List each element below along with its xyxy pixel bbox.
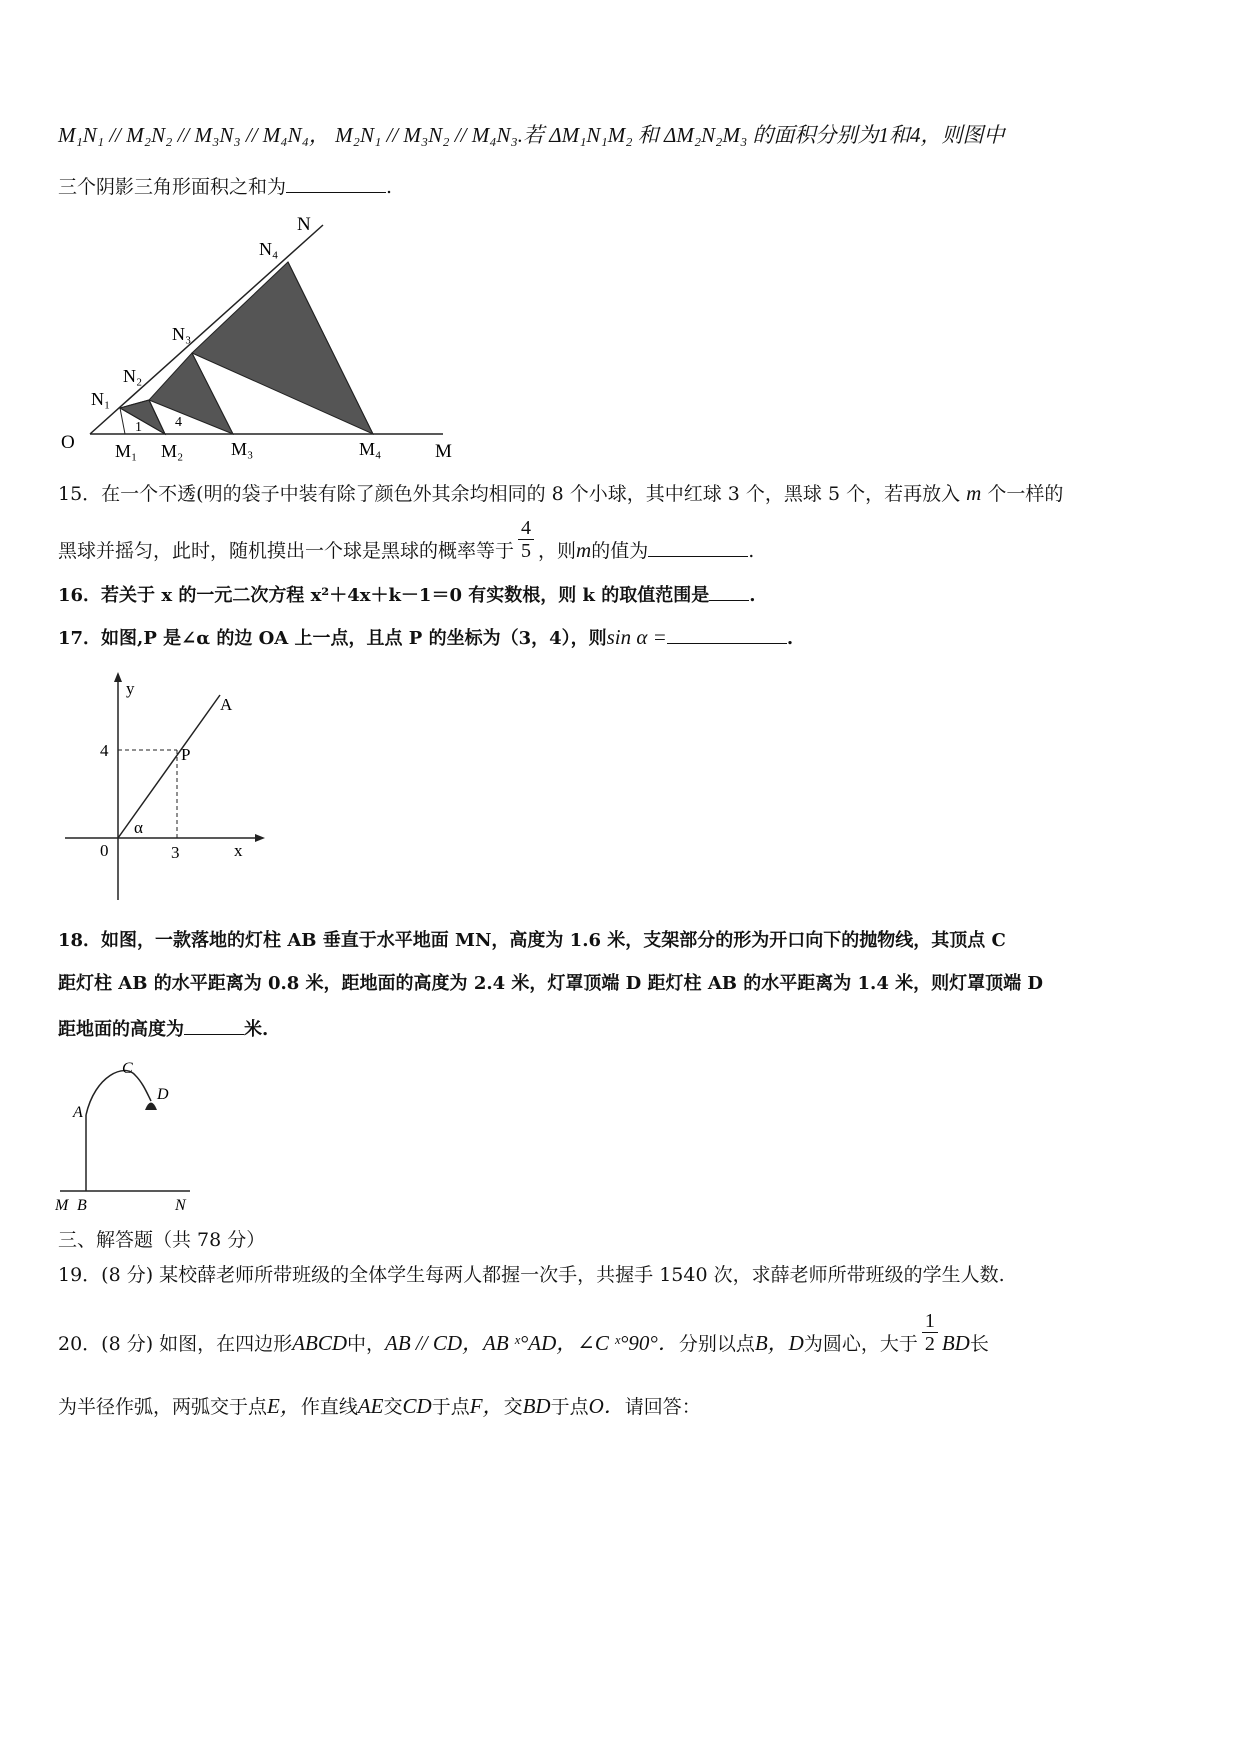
cond-angle: ∠C ˣ°90°．	[577, 1331, 679, 1355]
q20-text-l: 请回答：	[624, 1396, 701, 1418]
q15-text-c: 黑球并摇匀，此时，随机摸出一个球是黑球的概率等于	[58, 540, 515, 562]
label-A: A	[220, 695, 233, 714]
x-axis-arrow	[255, 834, 265, 842]
label-0: 0	[100, 841, 109, 860]
answer-blank	[286, 172, 386, 193]
period: .	[748, 540, 755, 562]
frac-numerator: 1	[922, 1310, 938, 1333]
point-b: B，	[754, 1331, 789, 1355]
unit-text: 米.	[244, 1019, 269, 1040]
q18-line2	[58, 970, 1043, 998]
section-title: 三、解答题（共 78 分）	[58, 1229, 266, 1251]
shaded-triangle-1	[120, 400, 165, 434]
q14-question: 三个阴影三角形面积之和为	[58, 176, 287, 198]
ray-OA	[118, 695, 220, 838]
answer-blank	[648, 536, 748, 557]
q16-text: 16．若关于 x 的一元二次方程 x²＋4x＋k－1＝0 有实数根，则 k 的取值范围是	[58, 585, 710, 606]
cond-2: AB ˣ°AD，	[483, 1331, 578, 1355]
label-N3: N₃	[172, 324, 192, 344]
point-e: E，	[267, 1394, 301, 1418]
q19-line	[58, 1261, 1005, 1289]
segment-cd: CD	[402, 1394, 432, 1418]
label-N: N	[297, 214, 311, 235]
point-o: O．	[588, 1394, 625, 1418]
label-alpha: α	[134, 818, 143, 837]
q18-line3	[58, 1014, 268, 1044]
q20-text-g: 作直线	[300, 1396, 358, 1418]
q20-text-j: 交	[503, 1396, 523, 1418]
label-M4: M₄	[359, 439, 382, 459]
q15-text-e: 的值为	[591, 540, 649, 562]
label-N: N	[175, 1197, 186, 1214]
answer-blank	[667, 623, 787, 644]
label-M2: M₂	[161, 441, 184, 461]
area-label-4: 4	[175, 415, 182, 430]
q16-line	[58, 580, 756, 610]
q20-text-b: 中，	[347, 1333, 386, 1355]
var-m-2: m	[576, 538, 592, 562]
area-label-1: 1	[135, 420, 142, 435]
q15-line2	[58, 517, 754, 576]
q15-text-a: 15．在一个不透(明的袋子中装有除了颜色外其余均相同的 8 个小球，其中红球 3 个，黑球 5 个，若再放入	[58, 483, 961, 505]
cond-parallel: AB // CD，	[385, 1331, 484, 1355]
sin-alpha: sin α =	[606, 625, 667, 649]
quad-abcd: ABCD	[292, 1331, 347, 1355]
line-ae: AE	[357, 1394, 384, 1418]
q14-figure	[55, 210, 475, 470]
q14-line2	[58, 172, 392, 201]
lamp-shade	[145, 1103, 157, 1111]
label-N1: N₁	[91, 389, 111, 409]
q15-text-b: 个一样的	[987, 483, 1064, 505]
q15-line1	[58, 479, 1063, 508]
period: .	[786, 628, 794, 649]
label-y: y	[126, 679, 135, 698]
point-f: F，	[469, 1394, 504, 1418]
label-C: C	[122, 1060, 133, 1077]
q20-text-h: 交	[383, 1396, 403, 1418]
q20-line2	[58, 1392, 701, 1421]
label-O: O	[61, 432, 75, 453]
q20-text-k: 于点	[550, 1396, 589, 1418]
q20-line1	[58, 1310, 989, 1372]
label-A: A	[73, 1104, 83, 1121]
q20-text-d: 为圆心，大于	[803, 1333, 918, 1355]
answer-blank	[184, 1014, 244, 1035]
segment-bd-2: BD	[522, 1394, 551, 1418]
fraction-1-2	[922, 1310, 938, 1355]
var-m: m	[966, 481, 982, 505]
answer-blank	[709, 580, 749, 601]
q20-text-e: 长	[969, 1333, 989, 1355]
label-B: B	[77, 1197, 87, 1214]
parabola-bracket	[86, 1071, 151, 1115]
q17-text: 17．如图,P 是∠α 的边 OA 上一点，且点 P 的坐标为（3，4），则	[58, 628, 607, 649]
segment-M1N1	[120, 408, 125, 434]
q18-text-3: 距地面的高度为	[58, 1019, 184, 1040]
label-M1: M₁	[115, 441, 138, 461]
label-D: D	[157, 1086, 169, 1103]
point-d: D	[788, 1331, 804, 1355]
label-M3: M₃	[231, 439, 254, 459]
frac-numerator: 4	[518, 517, 534, 540]
label-N4: N₄	[259, 239, 279, 259]
q14-line1	[58, 121, 1005, 150]
q18-line1	[58, 927, 1006, 955]
q18-text-2: 距灯柱 AB 的水平距离为 0.8 米，距地面的高度为 2.4 米，灯罩顶端 D 距灯柱 AB 的水平距离为 1.4 米，则灯罩顶端 D	[58, 973, 1043, 994]
q20-text-f: 为半径作弧，两弧交于点	[58, 1396, 268, 1418]
q20-text-a: 20．(8 分) 如图，在四边形	[58, 1333, 293, 1355]
frac-denominator: 2	[924, 1333, 935, 1355]
q19-text: 19．(8 分) 某校薛老师所带班级的全体学生每两人都握一次手，共握手 1540 次，求薛老师所带班级的学生人数.	[58, 1264, 1005, 1286]
frac-denominator: 5	[521, 540, 532, 562]
label-M: M	[55, 1197, 69, 1214]
label-4: 4	[100, 741, 109, 760]
period: .	[386, 176, 393, 198]
q17-figure	[60, 670, 280, 910]
q17-line	[58, 623, 793, 653]
label-M: M	[435, 441, 452, 462]
q18-figure	[55, 1055, 215, 1215]
q20-text-i: 于点	[431, 1396, 470, 1418]
q20-text-c: 分别以点	[678, 1333, 755, 1355]
period: .	[749, 585, 756, 606]
y-axis-arrow	[114, 672, 122, 682]
label-P: P	[181, 745, 191, 764]
label-3: 3	[171, 843, 180, 862]
q14-conditions: M₁N₁ // M₂N₂ // M₃N₃ // M₄N₄， M₂N₁ // M₃N₂ // M₄N₃.若 ΔM₁N₁M₂ 和 ΔM₂N₂M₃ 的面积分别为1和4，则图中	[58, 123, 1005, 147]
label-N2: N₂	[123, 366, 143, 386]
q15-text-d: ，则	[538, 540, 577, 562]
segment-bd: BD	[941, 1331, 970, 1355]
label-x: x	[234, 841, 243, 860]
q18-text-1: 18．如图，一款落地的灯柱 AB 垂直于水平地面 MN，高度为 1.6 米，支架部分的形为开口向下的抛物线，其顶点 C	[58, 930, 1006, 951]
section3-title	[58, 1226, 265, 1254]
fraction-4-5	[518, 517, 534, 562]
